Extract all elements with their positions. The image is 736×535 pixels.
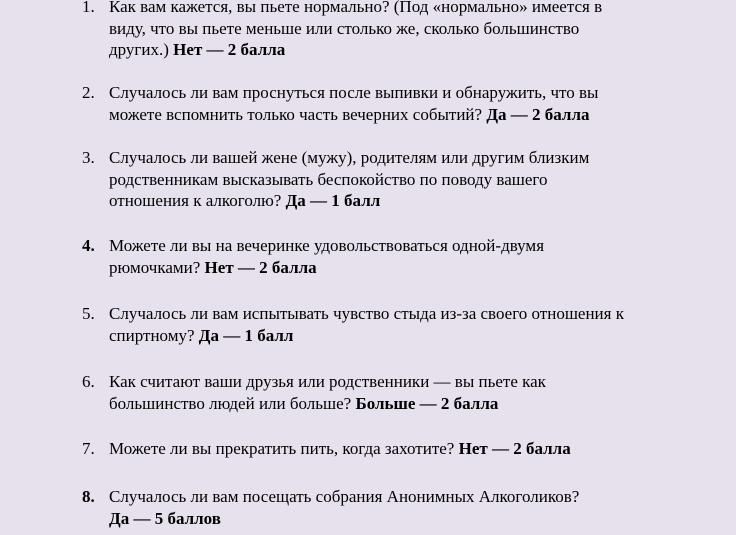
question-text: [109, 371, 699, 414]
question-line: спиртному?: [109, 325, 195, 345]
question-text: [109, 147, 699, 212]
question-number: 3.: [82, 148, 95, 167]
answer-score: Да — 1 балл: [285, 191, 381, 210]
question-text: [109, 486, 699, 529]
question-text: [109, 0, 699, 61]
answer-score: Да — 5 баллов: [109, 508, 221, 528]
question-text: [109, 303, 699, 346]
question-line: виду, что вы пьете меньше или столько же, сколько большинство: [109, 18, 580, 38]
question-line: родственникам высказывать беспокойство по поводу вашего: [109, 169, 548, 189]
question-number: 2.: [82, 83, 95, 102]
question-number: 8.: [82, 487, 95, 506]
answer-score: Нет — 2 балла: [458, 439, 571, 458]
answer-score: Больше — 2 балла: [355, 393, 499, 413]
question-line: отношения к алкоголю?: [109, 191, 282, 210]
question-line: Случалось ли вашей жене (мужу), родителям или другим близким: [109, 148, 590, 167]
question-line: Как считают ваши друзья или родственники — вы пьете как: [109, 372, 546, 391]
question-number: 7.: [82, 439, 95, 458]
question-text: [109, 82, 699, 125]
question-number: 6.: [82, 372, 95, 391]
question-line: Можете ли вы прекратить пить, когда захотите?: [109, 439, 455, 458]
answer-score: Да — 2 балла: [486, 104, 590, 124]
question-line: Случалось ли вам проснуться после выпивки и обнаружить, что вы: [109, 83, 599, 102]
question-number: 1.: [82, 0, 95, 16]
question-line: Случалось ли вам посещать собрания Анонимных Алкоголиков?: [109, 487, 580, 506]
question-line: можете вспомнить только часть вечерних событий?: [109, 104, 483, 124]
answer-score: Нет — 2 балла: [173, 40, 286, 59]
question-number: 5.: [82, 304, 95, 323]
question-line: Как вам кажется, вы пьете нормально? (Под «нормально» имеется в: [109, 0, 603, 16]
question-line: Случалось ли вам испытывать чувство стыда из-за своего отношения к: [109, 304, 624, 323]
question-text: [109, 438, 699, 460]
question-line: рюмочками?: [109, 257, 201, 277]
answer-score: Нет — 2 балла: [204, 257, 317, 277]
question-number: 4.: [82, 236, 95, 255]
question-line: других.): [109, 40, 169, 59]
question-line: Можете ли вы на вечеринке удовольствоваться одной-двумя: [109, 236, 545, 255]
question-text: [109, 235, 699, 278]
answer-score: Да — 1 балл: [198, 325, 294, 345]
question-line: большинство людей или больше?: [109, 393, 352, 413]
